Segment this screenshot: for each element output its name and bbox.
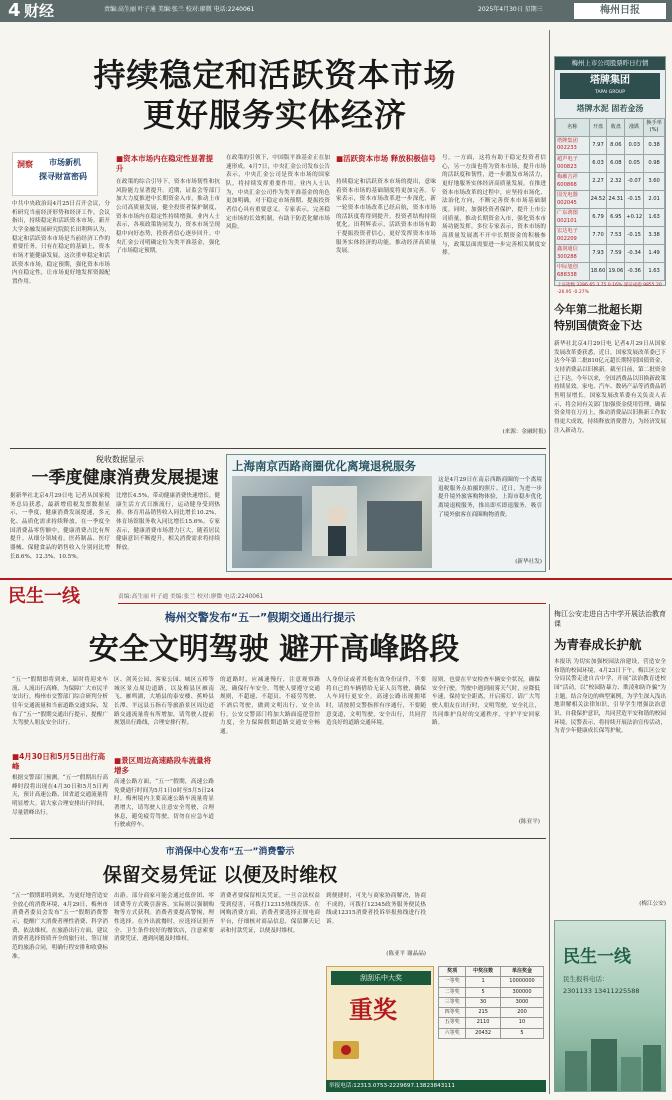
stock-name: 广东鸿图 002101 <box>556 209 590 227</box>
law-source: (梅江公安) <box>639 901 666 907</box>
stock-cell: 1.49 <box>644 245 665 263</box>
lottery-header-row <box>439 967 544 977</box>
stock-cell: -0.36 <box>625 263 644 281</box>
stock-cell: 0.98 <box>644 155 665 173</box>
stock-cell: 1.63 <box>644 209 665 227</box>
paper-name: 梅州日报 <box>600 5 640 16</box>
stock-cell: 7.97 <box>589 136 607 154</box>
stock-th: 换手率(%) <box>644 118 665 136</box>
stock-cell: 8.06 <box>607 136 625 154</box>
stock-name: 宏达电子 002209 <box>556 227 590 245</box>
lottery-cell: 10000000 <box>500 977 543 987</box>
traffic-text-4: 的道路时，应减速慢行，注意观察路况，确保行车安全。驾驶人要遵守交通规则，不超速、不超员、不疲劳驾驶、不酒后驾驶，做到文明出行、安全出行。公安交警部门将加大路面巡逻管控力度，全力保障假期道路交通安全畅通。 <box>220 677 320 735</box>
stock-cell: 6.95 <box>607 209 625 227</box>
lottery-hotline: 举报电话:12313.0753-2229697.13823843111 <box>326 1080 546 1092</box>
lottery-cell: 200 <box>500 1008 543 1018</box>
column-rule <box>549 30 550 570</box>
lottery-cell: 二等奖 <box>439 987 466 997</box>
minsheng-editors: 责编:高生丽 叶子通 美编:张兰 校对:廖微 电话:2240061 <box>118 594 264 600</box>
editor-line: 责编:高生丽 叶子通 美编:张兰 校对:廖微 电话:2240061 <box>104 6 255 13</box>
lead-title-1: 持续稳定和活跃资本市场 <box>93 56 457 94</box>
ad-title: 民生一线 <box>563 947 631 967</box>
tax-text-2: 比增长4.5%，带动健康消费快速增长。健康生活方式日渐流行，运动健身受到热捧。体育用品销售收入同比增长10.2%，体育场馆服务收入同比增长15.6%。专家表示，健康消费市场潜力巨大，随着居民健康意识不断提升，相关消费需求将持续释放。 <box>116 493 220 551</box>
lottery-row <box>439 1018 544 1028</box>
stock-cell: 6.03 <box>589 155 607 173</box>
stock-cell: 24.31 <box>607 191 625 209</box>
stock-cell: 2.01 <box>644 191 665 209</box>
stock-name: 梅雁吉祥 600868 <box>556 173 590 191</box>
stock-cell: 0.05 <box>625 155 644 173</box>
lead-text-3: 持续稳定和活跃资本市场的提出，意味着资本市场的基础制度将更加完善。专家表示，资本市场改革进一步深化，新一轮资本市场改革已经启航，资本市场的活跃度将得到提升，投资者结构持续优化。田利辉表示，活跃资本市场有助于提振投资者信心，更好发挥资本市场服务实体经济的功能，推动经济高质量发展。 <box>336 179 436 255</box>
lead-text-2: 在政策的引领下，中国版平准基金正在加速形成。4月7日，中央汇金公司发布公告表示，中央汇金公司是资本市场的国家队，将持续发挥重要作用。业内人士认为，中央汇金公司作为类平准基金的角色更加明确，对于稳定市场预期、提振投资者信心具有重要意义。专家表示，完善稳定市场的长效机制，有助于防范化解市场风险。 <box>226 155 330 231</box>
lottery-cell: 1 <box>466 977 501 987</box>
stock-th: 名称 <box>556 118 590 136</box>
stock-cell: -0.07 <box>625 173 644 191</box>
section-rule <box>10 448 546 449</box>
lottery-th: 中奖注数 <box>466 967 501 977</box>
traffic-kicker: 梅州交警发布“五一”假期交通出行提示 <box>164 611 356 624</box>
market-text-1: “五一”假期即将到来，为更好地营造安全放心的消费环境，4月29日，梅州市消费者委员会发布“五一”假期消费警示，提醒广大消费者理性消费、科学消费、依法维权。在旅游出行方面，建议消费者选择资质齐全的旅行社，签订规范的旅游合同，明确行程安排和收费标准。 <box>12 893 108 960</box>
stock-row <box>556 209 665 227</box>
stock-cell: 6.79 <box>589 209 607 227</box>
bonds-title-1: 今年第二批超长期 <box>554 303 642 316</box>
law-title: 为青春成长护航 <box>554 637 642 652</box>
stock-header-row <box>556 118 665 136</box>
market-title: 保留交易凭证 以便及时维权 <box>102 864 338 886</box>
stock-cell: 0.38 <box>644 136 665 154</box>
lottery-ad <box>326 966 434 1092</box>
lottery-cell: 六等奖 <box>439 1028 466 1038</box>
ad-phone: 2301133 13411225588 <box>563 987 640 995</box>
stock-cell: 19.06 <box>607 263 625 281</box>
market-text-3: 消费者要保留相关凭证，一旦合法权益受到侵害，可拨打12315热线投诉。在网购消费方面，消费者要选择正规电商平台，仔细核对商品信息，保留聊天记录和付款凭证，以便及时维权。 <box>220 893 320 934</box>
badge-line2: 探寻财富密码 <box>39 172 87 181</box>
stock-cell: -0.15 <box>625 227 644 245</box>
lottery-cell: 10 <box>500 1018 543 1028</box>
badge-left: 洞察 <box>17 160 33 169</box>
lottery-cell: 30 <box>466 997 501 1007</box>
shanghai-photo <box>232 476 432 568</box>
stock-cell: 24.52 <box>589 191 607 209</box>
lottery-cell: 5 <box>500 1028 543 1038</box>
lottery-table <box>438 966 544 1039</box>
lottery-table-box <box>438 966 544 1039</box>
traffic-intro: “五一”假期即将到来，届时将迎来车流、人流出行高峰。为保障广大市民平安出行，梅州市交警部门综合研判分析往年交通流量和当前道路交通实际，发布了“五一”假期交通出行提示，提醒广大驾驶人朋友安全出行。 <box>12 677 108 727</box>
lottery-th: 奖项 <box>439 967 466 977</box>
market-text-2: 出游。部分商家可能会通过低价团、零团费等方式吸引游客，实际则以强制购物等方式获利。消费者要提高警惕，理性选择。在外出就餐时，应选择证照齐全、卫生条件较好的餐饮店，注意索要消费凭证，遇到问题及时维权。 <box>114 893 214 943</box>
stock-cell: 2.27 <box>589 173 607 191</box>
paper-masthead <box>574 3 666 19</box>
photo-illustration <box>232 476 432 568</box>
lead-title-2: 更好服务实体经济 <box>142 96 407 134</box>
lead-subhead-2: ■活跃资本市场 释放积极信号 <box>336 154 436 163</box>
minsheng-section: 民生一线 <box>8 586 80 607</box>
page-number: 4 <box>8 0 21 21</box>
stock-cell: -0.34 <box>625 245 644 263</box>
lottery-cell: 三等奖 <box>439 997 466 1007</box>
lottery-cell: 四等奖 <box>439 1008 466 1018</box>
market-source: (陈亚平 谢晶晶) <box>386 951 426 957</box>
stock-cell: 3.60 <box>644 173 665 191</box>
stock-th: 开盘 <box>589 118 607 136</box>
shanghai-source: (新华社发) <box>515 559 542 565</box>
lottery-row <box>439 1008 544 1018</box>
traffic-title: 安全文明驾驶 避开高峰路段 <box>88 632 460 667</box>
section-rule <box>118 603 546 604</box>
lead-subhead-1: ■资本市场内在稳定性显著提升 <box>116 154 214 173</box>
column-rule <box>549 604 550 1094</box>
stock-row <box>556 191 665 209</box>
shanghai-title: 上海南京西路商圈优化离境退税服务 <box>232 459 416 473</box>
stock-row <box>556 136 665 154</box>
traffic-text-1: 根据交警部门预测，“五一”假期出行高峰时段将出现在4月30日和5月5日两天，预计高速公路、国省道交通流量将明显增大。请大家合理安排出行时间，尽量错峰出行。 <box>12 775 108 816</box>
stock-cell: 2.32 <box>607 173 625 191</box>
minsheng-ad <box>554 920 666 1092</box>
lead-text-1: 在政策的综合引导下，资本市场韧性和抗风险能力显著提升。近期，证监会等部门加大力度推进中长期资金入市，推动上市公司高质量发展，健全投资者保护制度，资本市场内在稳定性持续增强。业内人士表示，各项政策协同发力，资本市场呈现稳中向好态势，投资者信心逐步回升。中央汇金公司明确定位为类平准基金，强化了市场稳定预期。 <box>116 179 220 255</box>
lottery-caption: 刮刮乐中大奖 <box>331 971 431 985</box>
stock-cell: 6.08 <box>607 155 625 173</box>
traffic-text-6: 原则，也要在平安检查车辆安全状况，确保安全行驶。驾驶中遇到雨雾天气时，应降低车速，保持安全距离，开启雾灯。请广大驾驶人朋友在出行时，文明驾驶，安全礼让，共同维护良好的交通秩序，守护平安回家路。 <box>432 677 540 727</box>
lottery-row <box>439 987 544 997</box>
topic-badge <box>12 152 98 196</box>
shanghai-caption: 这是4月29日在南京西路商圈的一个离境退税服务点拍摄的照片。近日，为进一步提升境外旅客购物体验，上海市稳步优化离境退税服务，推出即买即退服务，吸引了境外旅客在商圈购物消费。 <box>438 477 542 518</box>
stock-panel <box>554 56 666 295</box>
traffic-text-3: 高速公路方面，“五一”假期，高速公路免费通行时间为5月1日0时至5月5日24时。梅州境内主要高速公路车流量将显著增大，请驾驶人注意安全驾驶，合理休息，避免疲劳驾驶，切勿在应急车道行驶或停车。 <box>114 779 214 828</box>
stock-cell: 0.03 <box>625 136 644 154</box>
brand-name: 塔牌集团 <box>590 75 630 87</box>
stock-cell: 7.59 <box>607 245 625 263</box>
stock-name: 中际旭创 688338 <box>556 263 590 281</box>
market-text-4: 到便捷时，可先与商家协商解决，协商不成的，可拨打12345政务服务便民热线或12315消费者投诉举报热线进行投诉。 <box>326 893 426 925</box>
lottery-cell: 5 <box>466 987 501 997</box>
bonds-title-2: 特别国债资金下达 <box>554 319 642 332</box>
lottery-cell: 215 <box>466 1008 501 1018</box>
traffic-text-2: 区、剑英公园、客家公园、城区五桥等城区景点周边道路，以及梅县区雁南飞、雁鸣湖，大埔县的泰安楼、蕉岭县长潭、平远县五指石等旅游景区周边道路交通流量将有所增加，请驾驶人提前规划出行路线，合理安排行程。 <box>114 677 214 727</box>
section-rule <box>10 838 546 839</box>
bonds-text: 新华社北京4月29日电 记者4月29日从国家发展改革委获悉，近日，国家发展改革委已下达今年第二批810亿元超长期特别国债资金，支持消费品以旧换新。截至目前，第二批资金已下达。今年以来，全国消费品以旧换新政策持续显效。家电、汽车、数码产品等消费品销售明显增长。国家发展改革委有关负责人表示，将会同有关部门加强资金使用管理，确保资金用在刀刃上，推动消费品以旧换新工作取得更大成效，持续释放消费潜力，为经济发展注入新动力。 <box>554 341 666 434</box>
page-section: 财经 <box>24 2 55 20</box>
stock-row <box>556 263 665 281</box>
lead-source: (来源：金融时报) <box>502 429 546 435</box>
tax-kicker: 税收数据显示 <box>96 455 144 464</box>
stock-row <box>556 173 665 191</box>
brand-en: TAPAI GROUP <box>595 90 625 96</box>
lottery-cell: 五等奖 <box>439 1018 466 1028</box>
stock-name: 塔牌集团 002233 <box>556 136 590 154</box>
tax-text-1: 据新华社北京4月29日电 记者从国家税务总局获悉，最新增值税发票数据显示，一季度，健康消费发展提速，多元化、品质化需求持续释放。在一季度全国消费品零售额中，健康消费占比有所提升。从细分领域看，医药制品、医疗器械、保健食品的销售收入分别同比增长8.6%、12.3%、10.5%。 <box>10 493 110 560</box>
stock-row <box>556 245 665 263</box>
law-text: 本报讯 为切实加强校园法治建设，营造安全和谐的校园环境，4月23日下午，梅江区公安分局民警走进自古中学，开展“法治教育进校园”活动，以“校园防暴力、欺凌和防诈骗”为主题，结合身边的典型案例，为学生深入浅出地讲解相关法律知识，引导学生增强法治意识、自我保护意识，共同营造平安和谐的校园环境。民警表示，将持续开展法治宣传活动，为青少年健康成长保驾护航。 <box>554 659 666 735</box>
stock-th: 涨跌 <box>625 118 644 136</box>
stock-row <box>556 155 665 173</box>
lottery-cell: 3000 <box>500 997 543 1007</box>
issue-date: 2025年4月30日 星期三 <box>478 6 543 13</box>
lottery-cell: 2110 <box>466 1018 501 1028</box>
index-note: 上证指数 3286.65 3.75 0.16% 深证成指 9855.20 -26.95 -0.27% <box>557 283 662 295</box>
ad-illustration <box>555 1021 667 1091</box>
stock-cell: 18.60 <box>589 263 607 281</box>
section-rule <box>0 578 672 580</box>
stock-row <box>556 227 665 245</box>
stock-cell: +0.12 <box>625 209 644 227</box>
market-kicker: 市消保中心发布“五一”消费警示 <box>165 847 295 857</box>
lottery-row <box>439 1028 544 1038</box>
lottery-row <box>439 997 544 1007</box>
lottery-th: 单注奖金 <box>500 967 543 977</box>
traffic-subhead-1: ■4月30日和5月5日出行高峰 <box>12 752 106 771</box>
traffic-source: (陈亚平) <box>518 819 540 825</box>
ticket-icon <box>331 1035 361 1065</box>
stock-cell: -0.15 <box>625 191 644 209</box>
stock-name: 国光电器 002045 <box>556 191 590 209</box>
badge-line1: 市场新机 <box>49 158 81 167</box>
stock-name: 鑫润通信 300288 <box>556 245 590 263</box>
stock-cell: 7.70 <box>589 227 607 245</box>
lottery-headline: 重奖 <box>349 996 397 1024</box>
stock-cell: 1.63 <box>644 263 665 281</box>
law-kicker: 梅江公安走进自古中学开展法治教育课 <box>554 610 666 628</box>
lottery-row <box>439 977 544 987</box>
stock-th: 收盘 <box>607 118 625 136</box>
traffic-subhead-2: ■景区周边高速路段车流量将增多 <box>114 756 212 775</box>
stock-panel-title: 梅州上市公司股票昨日行情 <box>555 57 665 70</box>
stock-name: 超声电子 000823 <box>556 155 590 173</box>
stock-cell: 7.53 <box>607 227 625 245</box>
ad-hotline-label: 民生报料电话： <box>563 975 609 983</box>
brand-logo <box>560 73 660 99</box>
tax-title: 一季度健康消费发展提速 <box>31 468 219 488</box>
brand-slogan: 塔牌水泥 固若金汤 <box>576 104 644 114</box>
lottery-cell: 20432 <box>466 1028 501 1038</box>
traffic-text-5: 人身份证或者其他有效身份证件，不要将自己的车辆借给无证人员驾驶，确保人车同行更安全。高速公路出现拥堵时，请按照交警指挥有序通行，不要随意变道，文明驾驶，安全出行，共同营造良好的道路交通环境。 <box>326 677 426 727</box>
lottery-cell: 一等奖 <box>439 977 466 987</box>
page-header <box>0 0 672 22</box>
lead-text-4: 号，一方面，这将有助于稳定投资者信心，另一方面也将为资本市场，提升市场的活跃度和韧性，进一步激发市场活力，更好地服务实体经济高质量发展。在推进资本市场改革的过程中，应坚持市场化、法治化方向，不断完善资本市场基础制度。同时，加强投资者保护，提升上市公司质量，推动长期资金入市，强化资本市场功能发挥。多位专家表示，资本市场的高质量发展离不开中长期资金的积极参与，政策层面需要进一步完善相关制度安排。 <box>442 155 546 257</box>
stock-cell: 3.38 <box>644 227 665 245</box>
stock-table <box>555 118 665 282</box>
stock-cell: 7.93 <box>589 245 607 263</box>
lead-intro: 中共中央政治局4月25日召开会议，分析研究当前经济形势和经济工作。会议指出，持续稳定和活跃资本市场。新开大学金融发展研究院院长田利辉认为，稳定和活跃资本市场是当前经济工作的重要任务。只有在稳定的基础上，资本市场才能健康发展。这次重申稳定和活跃资本市场，稳定预期，强化资本市场内在稳定性，让市场更好地发挥资源配置作用。 <box>12 201 110 285</box>
lottery-cell: 300000 <box>500 987 543 997</box>
